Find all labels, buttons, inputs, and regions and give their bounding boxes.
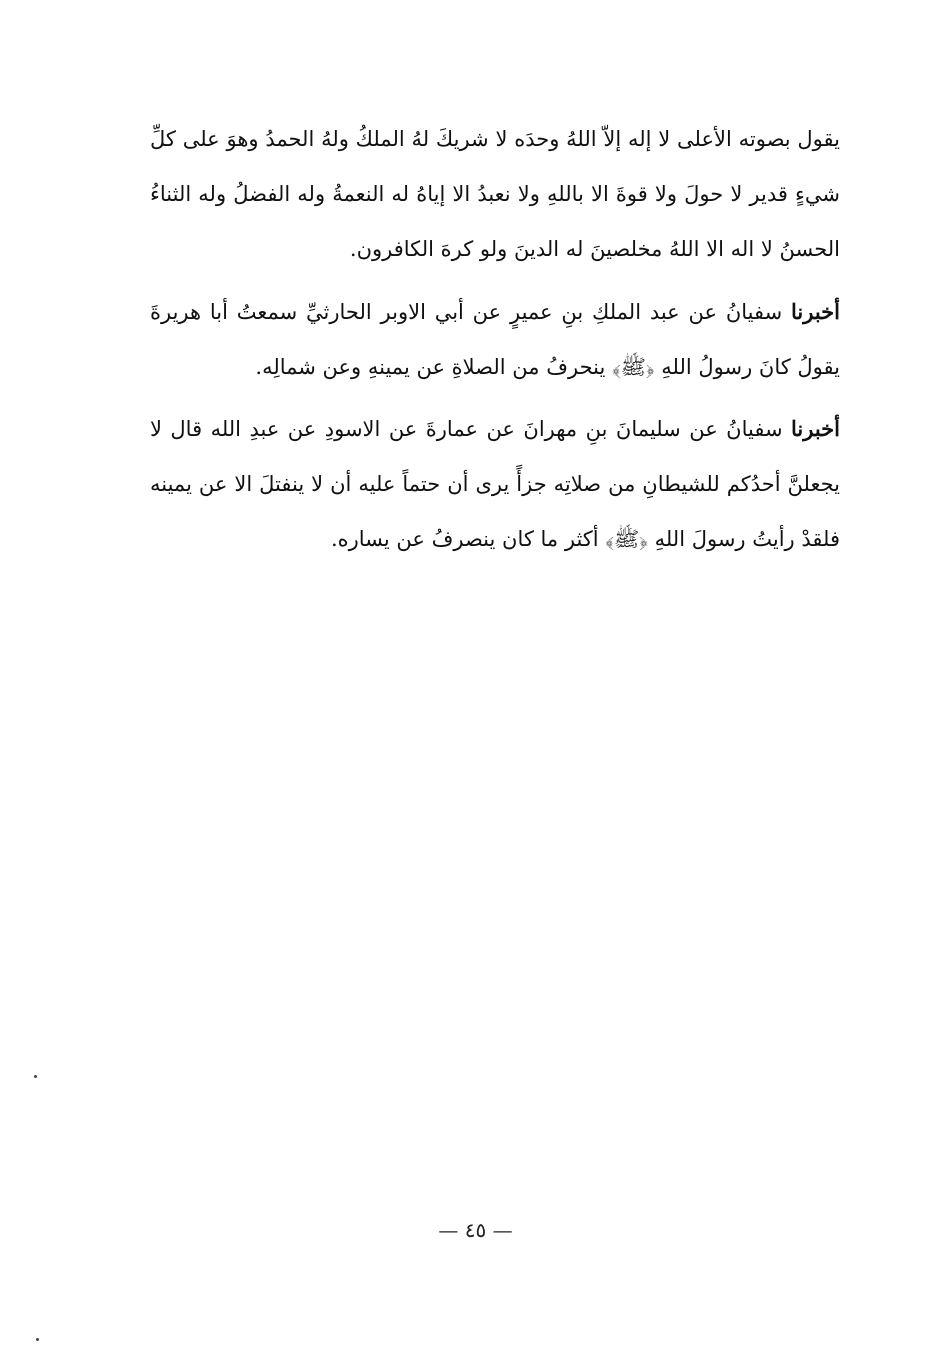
paragraph-2 — [150, 284, 840, 395]
paragraph-3-lead: أخبرنا — [791, 416, 840, 441]
paragraph-3-text: سفيانُ عن سليمانَ بنِ مهرانَ عن عمارةَ عن الاسودِ عن عبدِ الله قال لا يجعلنَّ أحدُكم للشيطانِ من صلاتِه جزأً يرى أن حتماً عليه أن لا ينفتلَ الا عن يمينه فلقدْ رأيتُ رسولَ اللهِ ﴿ﷺ﴾ أكثر ما كان ينصرفُ عن يساره. — [150, 417, 840, 551]
paragraph-1 — [150, 111, 840, 277]
paragraph-1-text: يقول بصوته الأعلى لا إله إلاّ اللهُ وحدَه لا شريكَ لهُ الملكُ ولهُ الحمدُ وهوَ على كلِّ شيءٍ قدير لا حولَ ولا قوةَ الا باللهِ ولا نعبدُ الا إياهُ له النعمةُ وله الفضلُ وله الثناءُ الحسنُ لا اله الا اللهُ مخلصينَ له الدينَ ولو كرهَ الكافرون. — [150, 127, 840, 261]
paragraph-3 — [150, 401, 840, 567]
page-number: — ٤٥ — — [438, 1218, 513, 1242]
scan-speck — [34, 1075, 37, 1078]
paragraph-2-lead: أخبرنا — [791, 299, 840, 324]
paragraph-2-text: سفيانُ عن عبد الملكِ بنِ عميرٍ عن أبي الاوبر الحارثيِّ سمعتُ أبا هريرةَ يقولُ كانَ رسولُ اللهِ ﴿ﷺ﴾ ينحرفُ من الصلاةِ عن يمينهِ وعن شمالِه. — [150, 300, 840, 379]
scan-speck — [36, 1338, 39, 1341]
